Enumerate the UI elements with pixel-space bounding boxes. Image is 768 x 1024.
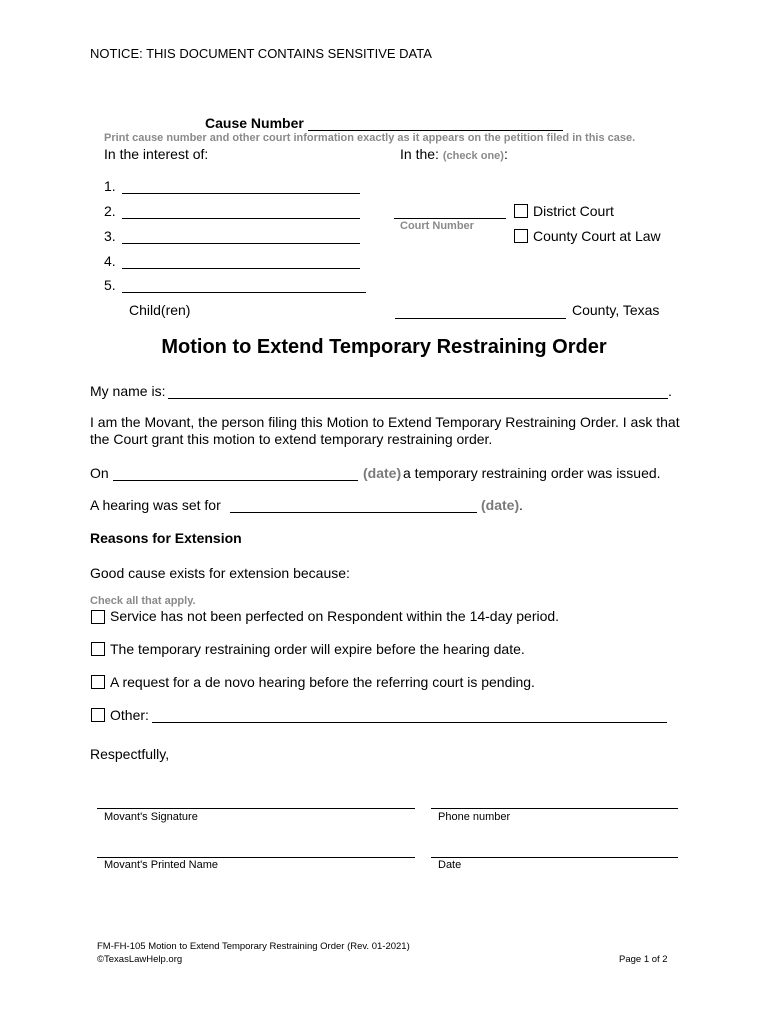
in-the-label bbox=[400, 146, 508, 162]
hearing-period: . bbox=[519, 497, 523, 513]
child-number-3: 3. bbox=[104, 228, 116, 244]
sensitive-data-notice: NOTICE: THIS DOCUMENT CONTAINS SENSITIVE DATA bbox=[90, 46, 432, 61]
child-number-2: 2. bbox=[104, 203, 116, 219]
child-name-field-2[interactable] bbox=[122, 218, 360, 219]
check-one-hint: (check one) bbox=[442, 150, 504, 162]
on-label: On bbox=[90, 465, 109, 481]
date-field[interactable] bbox=[431, 857, 678, 858]
page-number: Page 1 of 2 bbox=[619, 954, 668, 965]
county-field[interactable] bbox=[395, 318, 566, 319]
name-field[interactable] bbox=[168, 398, 668, 399]
children-label: Child(ren) bbox=[129, 302, 191, 318]
child-name-field-5[interactable] bbox=[122, 292, 366, 293]
tro-date-field[interactable] bbox=[113, 480, 358, 481]
cause-number-label: Cause Number bbox=[205, 115, 304, 131]
child-number-5: 5. bbox=[104, 277, 116, 293]
check-all-hint: Check all that apply. bbox=[90, 595, 196, 607]
name-period: . bbox=[668, 383, 672, 399]
check-one-colon: : bbox=[503, 146, 508, 162]
other-reason-field[interactable] bbox=[152, 722, 667, 723]
movant-signature-label: Movant's Signature bbox=[104, 811, 198, 823]
hearing-label: A hearing was set for bbox=[90, 497, 221, 513]
phone-number-label: Phone number bbox=[438, 811, 511, 823]
printed-name-field[interactable] bbox=[97, 857, 415, 858]
form-id: FM-FH-105 Motion to Extend Temporary Restraining Order (Rev. 01-2021) bbox=[97, 941, 410, 952]
de-novo-pending-checkbox[interactable] bbox=[91, 675, 105, 689]
reasons-intro: Good cause exists for extension because: bbox=[90, 565, 350, 581]
child-name-field-3[interactable] bbox=[122, 243, 360, 244]
copyright: ©TexasLawHelp.org bbox=[97, 954, 183, 965]
district-court-label: District Court bbox=[533, 203, 614, 219]
de-novo-pending-label: A request for a de novo hearing before the referring court is pending. bbox=[110, 674, 535, 690]
court-number-label: Court Number bbox=[400, 220, 474, 232]
date-label: Date bbox=[438, 859, 462, 871]
interest-label: In the interest of: bbox=[104, 146, 209, 162]
other-label: Other: bbox=[110, 707, 149, 723]
other-checkbox[interactable] bbox=[91, 708, 105, 722]
name-label: My name is: bbox=[90, 383, 166, 399]
movant-statement: I am the Movant, the person filing this Motion to Extend Temporary Restraining Order. I ask that the Court grant this motion to extend temporary restraining order. bbox=[90, 414, 680, 447]
print-instruction: Print cause number and other court information exactly as it appears on the petition filed in this case. bbox=[104, 132, 636, 144]
child-number-4: 4. bbox=[104, 253, 116, 269]
county-court-at-law-label: County Court at Law bbox=[533, 228, 661, 244]
child-name-field-4[interactable] bbox=[122, 268, 360, 269]
service-not-perfected-checkbox[interactable] bbox=[91, 610, 105, 624]
movant-signature-field[interactable] bbox=[97, 808, 415, 809]
cause-number-field[interactable] bbox=[308, 130, 563, 131]
tro-issued-text: a temporary restraining order was issued. bbox=[403, 465, 661, 481]
service-not-perfected-label: Service has not been perfected on Respondent within the 14-day period. bbox=[110, 608, 560, 624]
hearing-date-hint: (date) bbox=[481, 497, 520, 513]
tro-expire-checkbox[interactable] bbox=[91, 642, 105, 656]
printed-name-label: Movant's Printed Name bbox=[104, 859, 218, 871]
child-name-field-1[interactable] bbox=[122, 193, 360, 194]
county-court-at-law-checkbox[interactable] bbox=[514, 229, 528, 243]
tro-date-hint: (date) bbox=[363, 465, 402, 481]
hearing-date-field[interactable] bbox=[230, 512, 477, 513]
form-title: Motion to Extend Temporary Restraining Order bbox=[161, 336, 607, 358]
tro-expire-label: The temporary restraining order will expire before the hearing date. bbox=[110, 641, 525, 657]
court-number-field[interactable] bbox=[394, 218, 506, 219]
closing-text: Respectfully, bbox=[90, 746, 170, 762]
reasons-heading: Reasons for Extension bbox=[90, 530, 242, 546]
child-number-1: 1. bbox=[104, 178, 116, 194]
district-court-checkbox[interactable] bbox=[514, 204, 528, 218]
in-the-text: In the: bbox=[400, 146, 439, 162]
phone-number-field[interactable] bbox=[431, 808, 678, 809]
county-texas-label: County, Texas bbox=[572, 302, 660, 318]
